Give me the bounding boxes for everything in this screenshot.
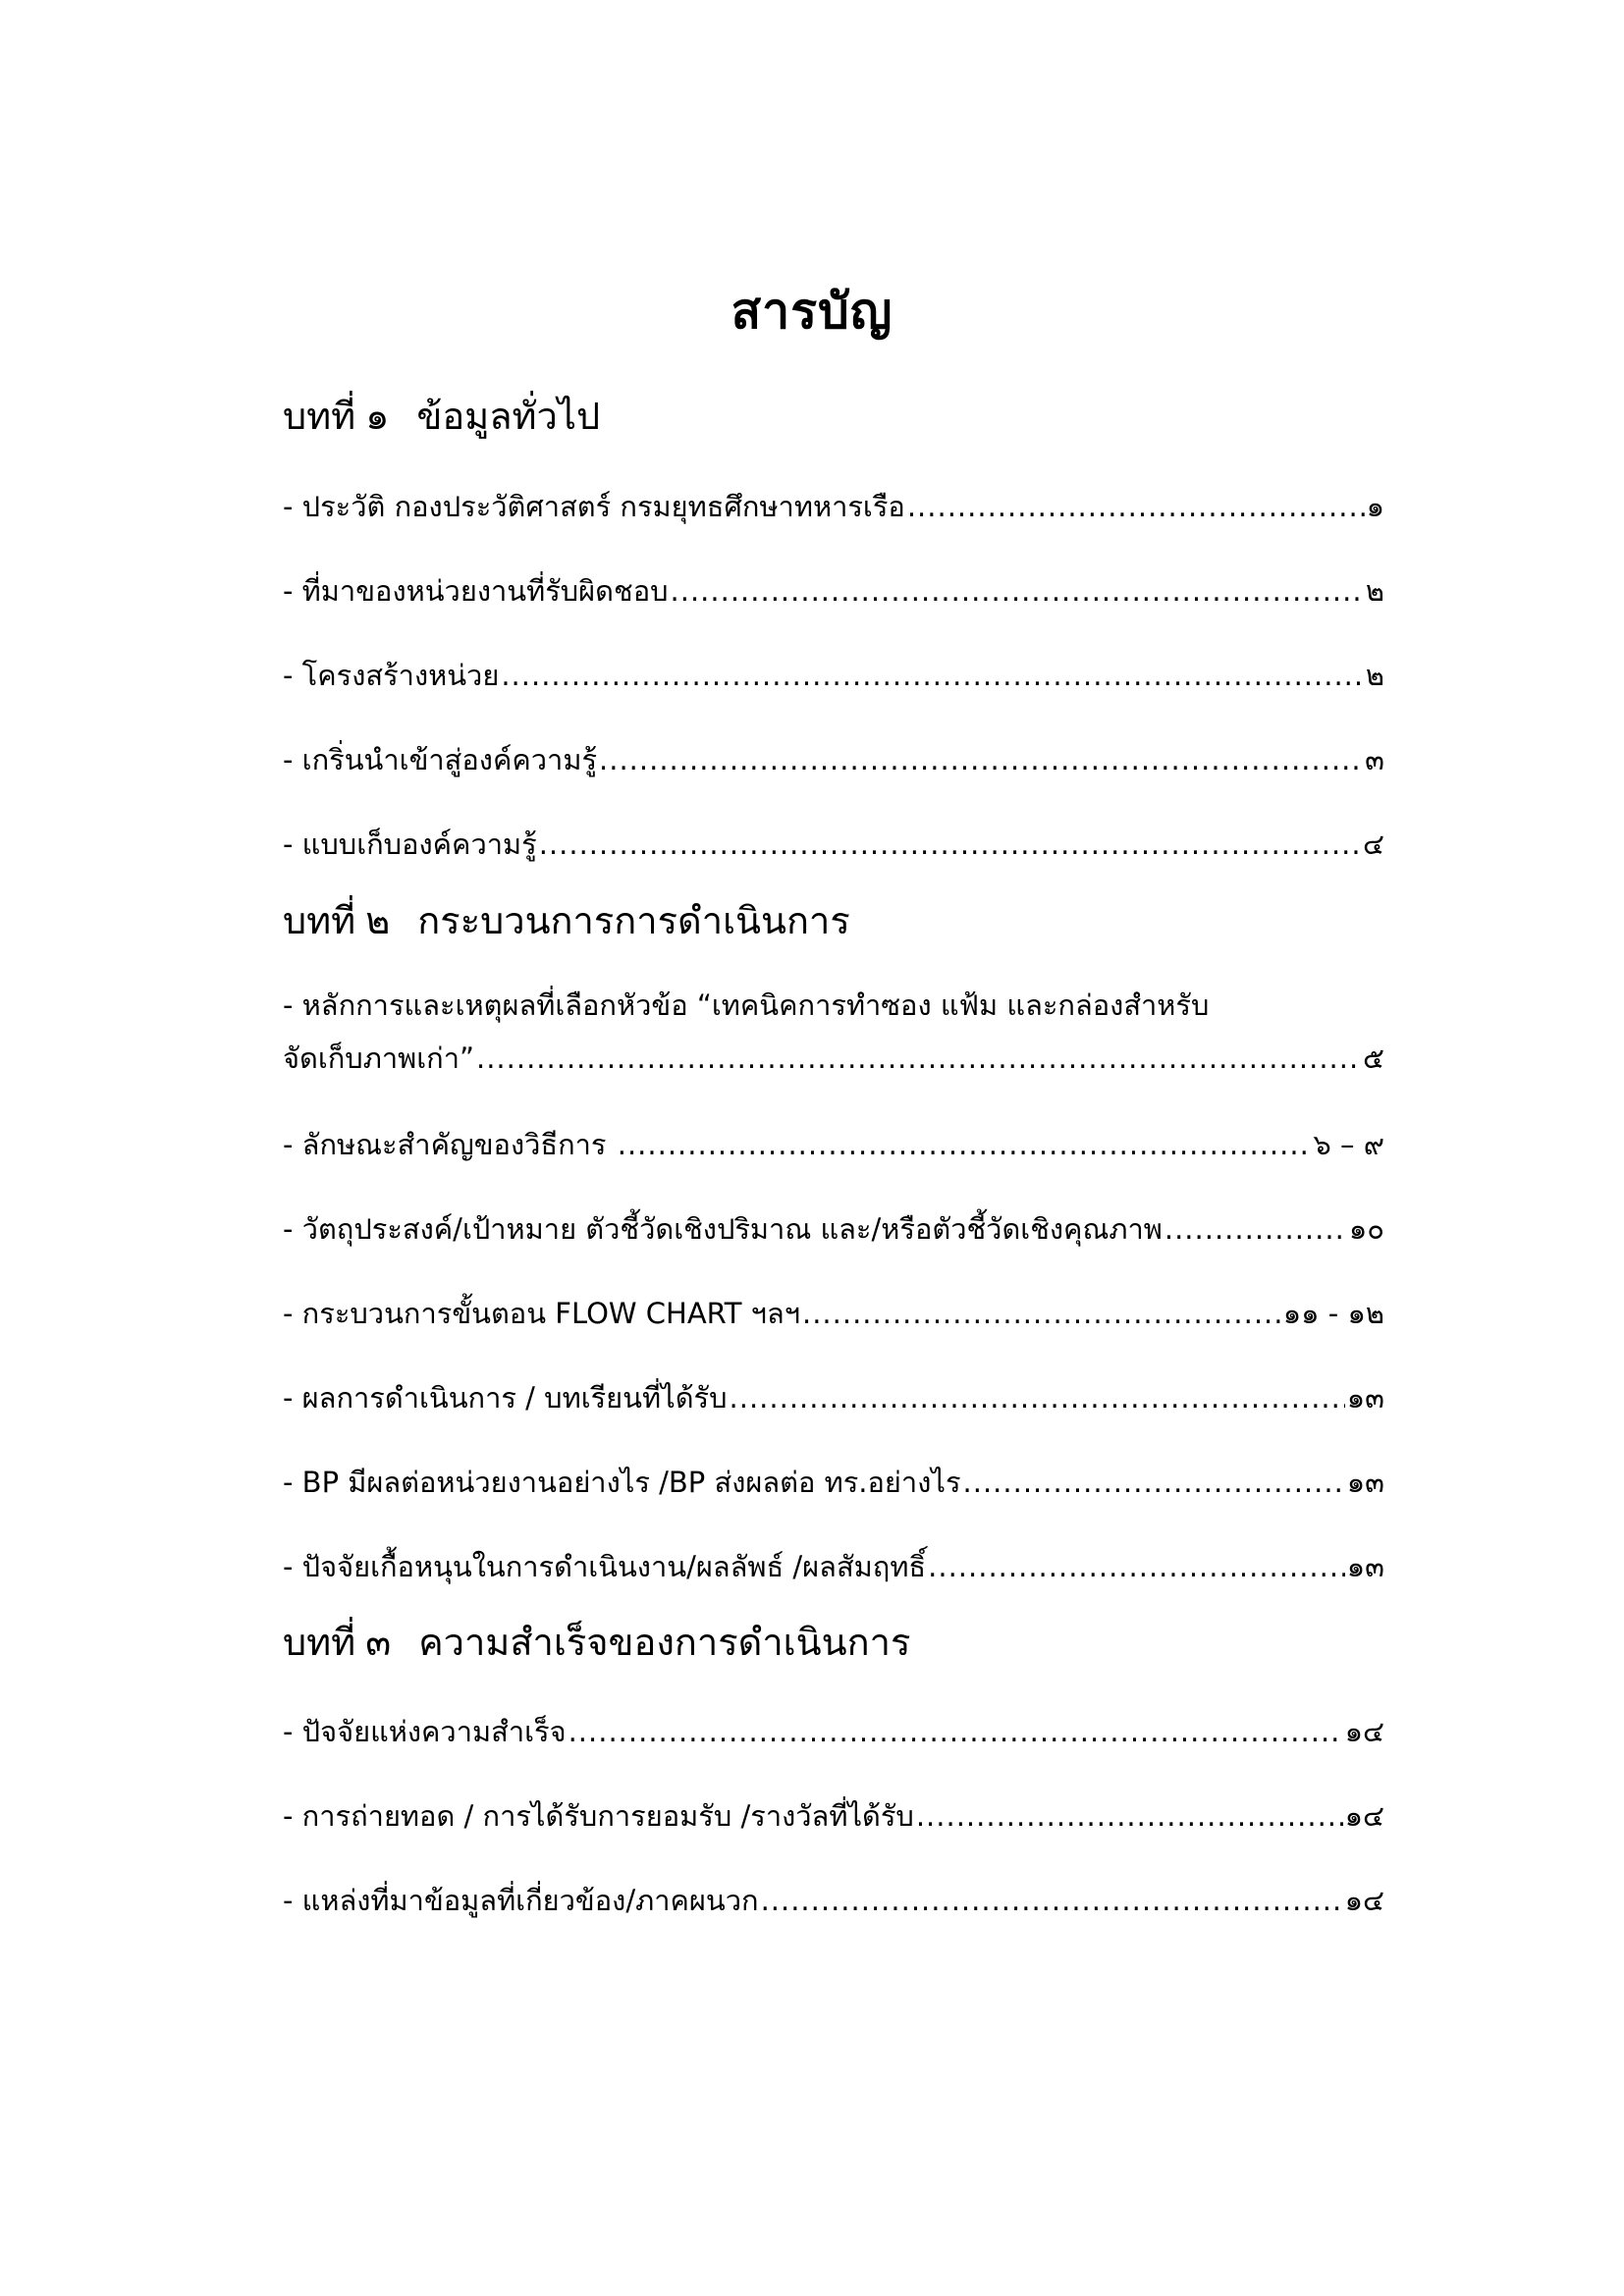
chapter-number: ๓ [365,1621,392,1664]
toc-entry-label-line1: - หลักการและเหตุผลที่เลือกหัวข้อ “เทคนิคการทำซอง แฟ้ม และกล่องสำหรับ [283,988,1210,1022]
toc-entry[interactable] [283,1543,1384,1590]
leader-dots [963,1459,1345,1506]
toc-entry-page: ๑๓ [1346,1381,1384,1415]
toc-entry-page: ๒ [1365,659,1384,692]
toc-entry[interactable] [283,1792,1384,1840]
leader-dots [928,1543,1345,1590]
toc-entry-label: - BP มีผลต่อหน่วยงานอย่างไร /BP ส่งผลต่อ ทร.อย่างไร [283,1466,961,1499]
toc-entry[interactable] [283,736,1384,783]
toc-entry[interactable] [283,1877,1384,1924]
leader-dots [802,1290,1281,1337]
toc-entry-label: จัดเก็บภาพเก่า” [283,1041,474,1075]
chapter-number: ๑ [365,395,390,438]
toc-entry[interactable] [283,652,1384,699]
toc-entry-label: - ปัจจัยแห่งความสำเร็จ [283,1715,567,1748]
chapter-number: ๒ [365,899,391,942]
toc-entry-page: ๕ [1363,1041,1384,1075]
leader-dots [1164,1205,1347,1253]
toc-entry-label: - ที่มาของหน่วยงานที่รับผิดชอบ [283,574,669,608]
chapter-label: บทที่ [283,899,356,942]
toc-entry-page: ๑๔ [1344,1715,1384,1748]
chapter-3-heading [283,1615,910,1670]
leader-dots [907,483,1365,530]
toc-entry-label: - ผลการดำเนินการ / บทเรียนที่ได้รับ [283,1381,728,1415]
toc-entry-label: - ปัจจัยเกื้อหนุนในการดำเนินงาน/ผลลัพธ์ /ผลสัมฤทธิ์ [283,1550,927,1583]
chapter-label: บทที่ [283,395,356,438]
toc-entry[interactable] [283,567,1384,614]
toc-entry[interactable] [283,1290,1384,1337]
toc-entry[interactable] [283,1205,1384,1253]
toc-entry-page: ๑๑ - ๑๒ [1282,1297,1384,1330]
toc-entry[interactable] [283,1459,1384,1506]
leader-dots [599,736,1363,783]
chapter-2-heading [283,893,850,948]
toc-entry-page: ๑๓ [1346,1466,1384,1499]
leader-dots [671,567,1364,614]
toc-entry[interactable] [283,1374,1384,1421]
toc-entry-page: ๖ – ๙ [1313,1128,1384,1161]
leader-dots [916,1792,1343,1840]
toc-entry-page: ๑ [1366,490,1384,523]
leader-dots [539,821,1361,868]
toc-entry-label: - ประวัติ กองประวัติศาสตร์ กรมยุทธศึกษาทหารเรือ [283,490,905,523]
page-title: สารบัญ [731,283,893,340]
leader-dots [761,1877,1343,1924]
chapter-title: กระบวนการการดำเนินการ [417,899,850,942]
toc-entry[interactable] [283,982,1384,1082]
toc-entry-label: - แหล่งที่มาข้อมูลที่เกี่ยวข้อง/ภาคผนวก [283,1884,759,1917]
toc-entry[interactable] [283,483,1384,530]
toc-entry-page: ๒ [1365,574,1384,608]
toc-entry-label: - กระบวนการขั้นตอน FLOW CHART ฯลฯ [283,1297,800,1330]
chapter-label: บทที่ [283,1621,356,1664]
toc-entry-label: - โครงสร้างหน่วย [283,659,500,692]
toc-entry-page: ๔ [1363,828,1384,861]
toc-entry-label: - แบบเก็บองค์ความรู้ [283,828,537,861]
toc-entry-page: ๑๐ [1348,1212,1384,1246]
toc-entry[interactable] [283,1708,1384,1755]
chapter-title: ข้อมูลทั่วไป [416,395,601,438]
toc-entry-label: - การถ่ายทอด / การได้รับการยอมรับ /รางวัลที่ได้รับ [283,1799,914,1833]
toc-entry-page: ๑๔ [1344,1799,1384,1833]
toc-entry[interactable] [283,1121,1384,1168]
toc-entry-page: ๑๓ [1346,1550,1384,1583]
toc-entry-label: - ลักษณะสำคัญของวิธีการ [283,1128,616,1161]
toc-entry-label: - วัตถุประสงค์/เป้าหมาย ตัวชี้วัดเชิงปริมาณ และ/หรือตัวชี้วัดเชิงคุณภาพ [283,1212,1163,1246]
toc-entry-page: ๓ [1365,743,1384,776]
leader-dots [618,1121,1312,1168]
leader-dots [501,652,1364,699]
chapter-1-heading [283,389,600,444]
leader-dots [730,1374,1345,1421]
leader-dots [568,1708,1343,1755]
toc-entry-page: ๑๔ [1344,1884,1384,1917]
toc-entry[interactable] [283,821,1384,868]
chapter-title: ความสำเร็จของการดำเนินการ [418,1621,911,1664]
toc-entry-label: - เกริ่นนำเข้าสู่องค์ความรู้ [283,743,598,776]
leader-dots [476,1035,1361,1082]
